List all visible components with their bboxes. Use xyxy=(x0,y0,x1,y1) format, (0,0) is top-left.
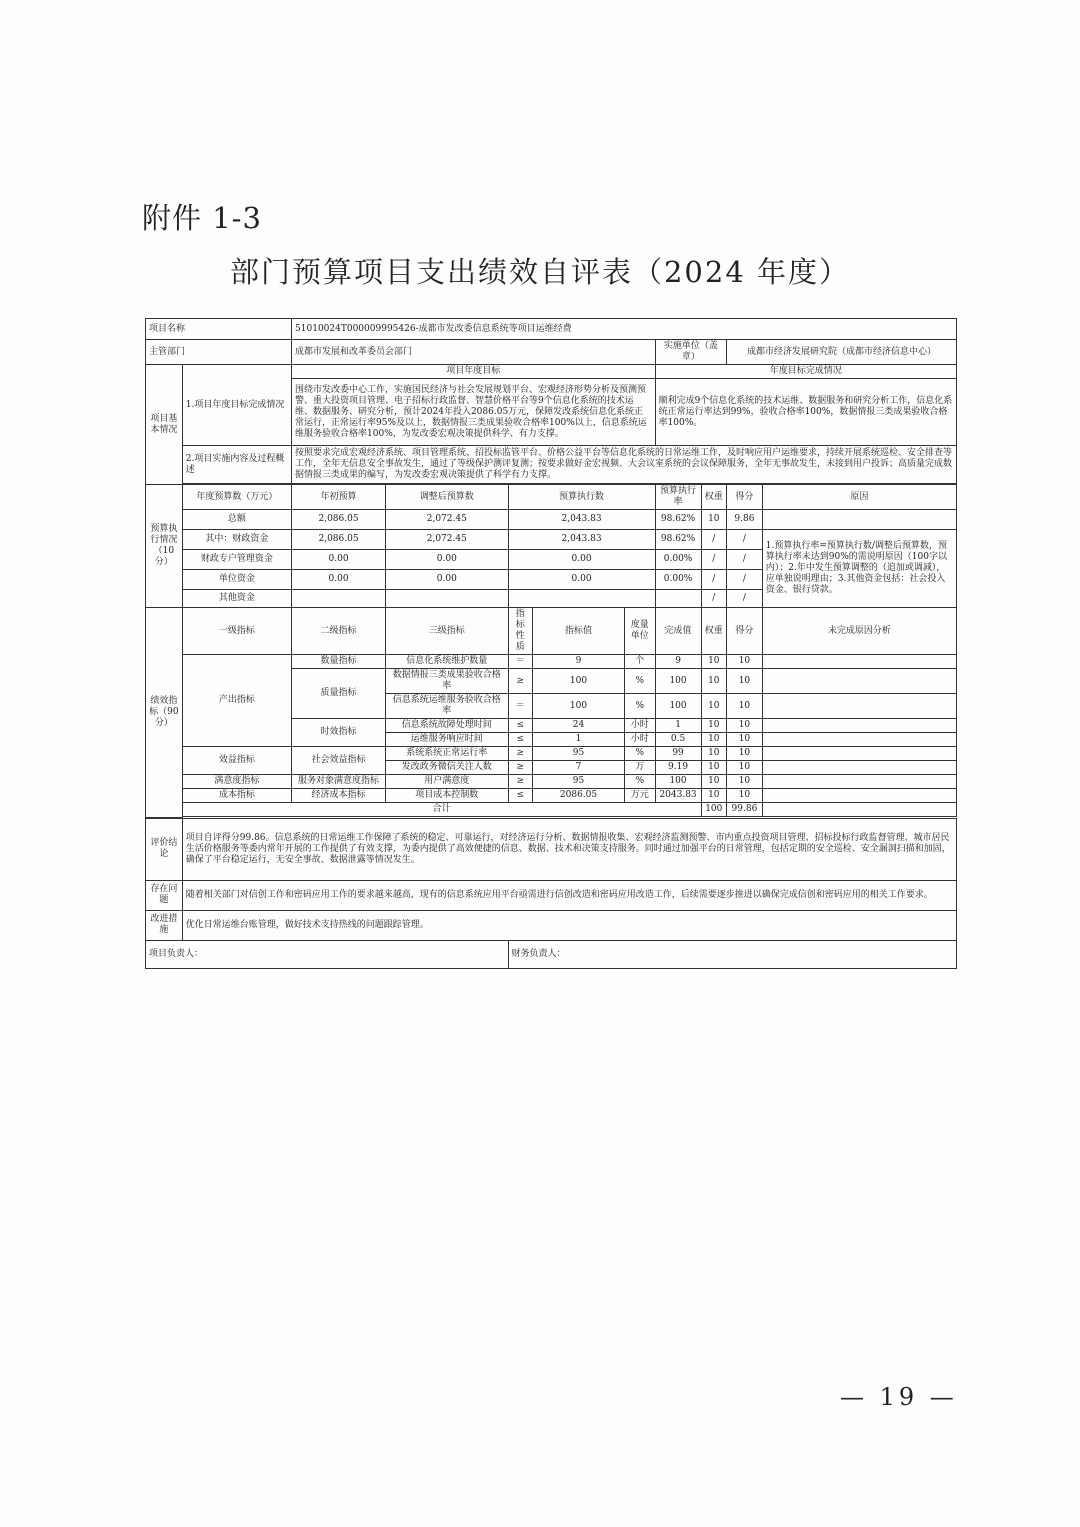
perf-value: 7 xyxy=(533,761,625,775)
perf-name: 项目成本控制数 xyxy=(386,789,509,803)
total-score: 99.86 xyxy=(727,803,763,817)
perf-unit: % xyxy=(624,694,655,719)
perf-nature: ≥ xyxy=(508,761,533,775)
perf-nature: ≥ xyxy=(508,747,533,761)
level2-quality: 质量指标 xyxy=(292,669,386,719)
perf-unit: % xyxy=(624,669,655,694)
perf-header: 二级指标 xyxy=(292,608,386,655)
perf-nature: ＝ xyxy=(508,655,533,669)
perf-nature: ≤ xyxy=(508,789,533,803)
perf-header: 一级指标 xyxy=(182,608,291,655)
budget-initial: 2,086.05 xyxy=(292,510,386,530)
level1-output: 产出指标 xyxy=(182,655,291,747)
perf-done: 100 xyxy=(655,694,701,719)
table-row xyxy=(146,485,957,510)
budget-score: 9.86 xyxy=(727,510,763,530)
perf-header: 指标性质 xyxy=(508,608,533,655)
perf-reason xyxy=(762,655,956,669)
table-row xyxy=(146,747,957,761)
budget-executed: 2,043.83 xyxy=(508,510,655,530)
level2-economic: 经济成本指标 xyxy=(292,789,386,803)
perf-name: 用户满意度 xyxy=(386,775,509,789)
project-name: 51010024T000009995426-成都市发改委信息系统等项目运维经费 xyxy=(292,319,957,340)
improve-label: 改进措施 xyxy=(146,910,183,940)
basic-row2-text: 按照要求完成宏观经济系统、项目管理系统、招投标监管平台、价格公益平台等信息化系统的日常运维工作，及时响应用户运维要求，持续开展系统巡检、安全排查等工作，全年无信息安全事故发生，通过了等级保护测评复测；按要求做好金宏视频、大会议室系统的会议保障服务，全年无事故发生，未接到用户投诉；高质量完成数据情报三类成果的编写，为发改委宏观决策提供了科学有力支撑。 xyxy=(292,446,957,484)
level1-satisfaction: 满意度指标 xyxy=(182,775,291,789)
attachment-label: 附件 1-3 xyxy=(142,201,262,235)
table-row xyxy=(146,818,957,880)
level1-benefit: 效益指标 xyxy=(182,747,291,775)
budget-executed: 2,043.83 xyxy=(508,530,655,550)
table-row xyxy=(146,775,957,789)
perf-score: 10 xyxy=(727,761,763,775)
total-label: 合计 xyxy=(182,803,701,817)
budget-reason-blank xyxy=(762,510,956,530)
perf-value: 95 xyxy=(533,775,625,789)
perf-name: 运维服务响应时间 xyxy=(386,733,509,747)
perf-name: 信息系统运维服务验收合格率 xyxy=(386,694,509,719)
project-lead: 项目负责人： xyxy=(146,940,509,968)
budget-header: 调整后预算数 xyxy=(386,485,509,510)
budget-header: 预算执行率 xyxy=(655,485,701,510)
perf-weight: 10 xyxy=(701,655,727,669)
dept-label: 主管部门 xyxy=(146,340,292,365)
budget-name: 其中：财政资金 xyxy=(182,530,291,550)
total-weight: 100 xyxy=(701,803,727,817)
perf-header: 权重 xyxy=(701,608,727,655)
completion-header: 年度目标完成情况 xyxy=(655,365,956,379)
budget-name: 财政专户管理资金 xyxy=(182,550,291,570)
budget-initial: 2,086.05 xyxy=(292,530,386,550)
table-row xyxy=(146,510,957,530)
budget-executed: 0.00 xyxy=(508,550,655,570)
performance-section-label: 绩效指标（90分） xyxy=(146,608,183,818)
budget-adjusted: 2,072.45 xyxy=(386,530,509,550)
table-row xyxy=(146,910,957,940)
table-row xyxy=(146,608,957,655)
level2-quantity: 数量指标 xyxy=(292,655,386,669)
perf-weight: 10 xyxy=(701,733,727,747)
dept-value: 成都市发展和改革委员会部门 xyxy=(292,340,656,365)
issues-text: 随着相关部门对信创工作和密码应用工作的要求越来越高，现有的信息系统应用平台亟需进行信创改造和密码应用改造工作，后续需要逐步推进以确保完成信创和密码应用的相关工作要求。 xyxy=(182,880,956,910)
perf-nature: ≥ xyxy=(508,669,533,694)
budget-name: 单位资金 xyxy=(182,570,291,590)
perf-score: 10 xyxy=(727,694,763,719)
budget-header: 原因 xyxy=(762,485,956,510)
budget-name: 其他资金 xyxy=(182,590,291,608)
perf-name: 信息系统故障处理时间 xyxy=(386,719,509,733)
budget-header: 权重 xyxy=(701,485,727,510)
level2-service: 服务对象满意度指标 xyxy=(292,775,386,789)
perf-header: 指标值 xyxy=(533,608,625,655)
finance-lead: 财务负责人： xyxy=(508,940,956,968)
table-row xyxy=(146,803,957,817)
table-row xyxy=(146,319,957,340)
basic-row1-label: 1.项目年度目标完成情况 xyxy=(182,365,291,446)
budget-initial: 0.00 xyxy=(292,550,386,570)
total-reason xyxy=(762,803,956,817)
evaluation-label: 评价结论 xyxy=(146,818,183,880)
perf-value: 100 xyxy=(533,669,625,694)
budget-section-label: 预算执行情况（10分） xyxy=(146,485,183,608)
level1-cost: 成本指标 xyxy=(182,789,291,803)
page-number: — 19 — xyxy=(840,1383,958,1411)
budget-executed: 0.00 xyxy=(508,570,655,590)
perf-reason xyxy=(762,694,956,719)
perf-score: 10 xyxy=(727,775,763,789)
perf-value: 1 xyxy=(533,733,625,747)
perf-unit: 个 xyxy=(624,655,655,669)
perf-weight: 10 xyxy=(701,789,727,803)
perf-unit: 小时 xyxy=(624,733,655,747)
perf-value: 100 xyxy=(533,694,625,719)
annual-goal-header: 项目年度目标 xyxy=(292,365,656,379)
perf-name: 发改政务微信关注人数 xyxy=(386,761,509,775)
annual-goal-text: 围绕市发改委中心工作，实施国民经济与社会发展规划平台、宏观经济形势分析及预测预警、重大投资项目管理、电子招标行政监督、智慧价格平台等9个信息化系统的技术运维、数据服务、研究分析，预计2024年投入2086.05万元，保障发改系统信息化系统正常运行，正常运行率95%及以上，数据情报三类成果验收合格率100%以上，信息系统运维服务验收合格率100%，为发改委宏观决策提供科学、有力支撑。 xyxy=(292,379,656,446)
budget-rate: 98.62% xyxy=(655,510,701,530)
perf-nature: ＝ xyxy=(508,694,533,719)
page-title: 部门预算项目支出绩效自评表（2024 年度） xyxy=(229,255,851,289)
perf-unit: 万元 xyxy=(624,789,655,803)
perf-done: 2043.83 xyxy=(655,789,701,803)
budget-executed xyxy=(508,590,655,608)
perf-unit: 万 xyxy=(624,761,655,775)
perf-reason xyxy=(762,747,956,761)
evaluation-text: 项目自评得分99.86。信息系统的日常运维工作保障了系统的稳定、可靠运行，对经济运行分析、数据情报收集、宏观经济监测预警、市内重点投资项目管理、招标投标行政监督管理、城市居民生活价格服务等委内常年开展的工作提供了有效支撑，为委内提供了高效便捷的信息、数据、技术和决策支持服务。同时通过加强平台的日常管理，包括定期的安全巡检、安全漏洞扫描和加固，确保了平台稳定运行，无安全事故、数据泄露等情况发生。 xyxy=(182,818,956,880)
table-row xyxy=(146,655,957,669)
level2-timeliness: 时效指标 xyxy=(292,719,386,747)
budget-weight: / xyxy=(701,530,727,550)
perf-unit: % xyxy=(624,775,655,789)
perf-name: 数据情报三类成果验收合格率 xyxy=(386,669,509,694)
budget-reason: 1.预算执行率=预算执行数/调整后预算数，预算执行率未达到90%的需说明原因（100字以内）；2.年中发生预算调整的（追加或调减），应单独说明理由；3.其他资金包括：社会投入资金、银行贷款。 xyxy=(762,530,956,608)
table-row xyxy=(146,446,957,484)
perf-done: 9.19 xyxy=(655,761,701,775)
budget-adjusted: 0.00 xyxy=(386,570,509,590)
perf-score: 10 xyxy=(727,747,763,761)
perf-reason xyxy=(762,789,956,803)
budget-weight: / xyxy=(701,570,727,590)
perf-weight: 10 xyxy=(701,775,727,789)
budget-name: 总额 xyxy=(182,510,291,530)
perf-weight: 10 xyxy=(701,719,727,733)
improve-text: 优化日常运维台账管理，做好技术支持热线的问题跟踪管理。 xyxy=(182,910,956,940)
perf-done: 99 xyxy=(655,747,701,761)
budget-weight: / xyxy=(701,550,727,570)
perf-done: 1 xyxy=(655,719,701,733)
budget-score: / xyxy=(727,530,763,550)
budget-rate: 0.00% xyxy=(655,570,701,590)
budget-initial xyxy=(292,590,386,608)
table-row xyxy=(146,340,957,365)
perf-reason xyxy=(762,733,956,747)
budget-adjusted xyxy=(386,590,509,608)
perf-name: 系统系统正常运行率 xyxy=(386,747,509,761)
perf-nature: ≤ xyxy=(508,733,533,747)
level2-social: 社会效益指标 xyxy=(292,747,386,775)
perf-header: 得分 xyxy=(727,608,763,655)
perf-header: 完成值 xyxy=(655,608,701,655)
perf-reason xyxy=(762,719,956,733)
budget-adjusted: 0.00 xyxy=(386,550,509,570)
perf-score: 10 xyxy=(727,669,763,694)
perf-score: 10 xyxy=(727,655,763,669)
perf-nature: ≤ xyxy=(508,719,533,733)
perf-value: 24 xyxy=(533,719,625,733)
budget-header: 得分 xyxy=(727,485,763,510)
budget-rate xyxy=(655,590,701,608)
completion-text: 顺利完成9个信息化系统的技术运维、数据服务和研究分析工作，信息化系统正常运行率达到99%，验收合格率100%，数据情报三类成果验收合格率100%。 xyxy=(655,379,956,446)
budget-weight: 10 xyxy=(701,510,727,530)
perf-done: 9 xyxy=(655,655,701,669)
budget-adjusted: 2,072.45 xyxy=(386,510,509,530)
perf-done: 100 xyxy=(655,775,701,789)
perf-done: 100 xyxy=(655,669,701,694)
table-row xyxy=(146,880,957,910)
table-row xyxy=(146,530,957,550)
budget-header: 年初预算 xyxy=(292,485,386,510)
impl-unit-value: 成都市经济发展研究院（成都市经济信息中心） xyxy=(727,340,957,365)
perf-unit: 小时 xyxy=(624,719,655,733)
perf-reason xyxy=(762,669,956,694)
budget-score: / xyxy=(727,550,763,570)
budget-weight: / xyxy=(701,590,727,608)
perf-weight: 10 xyxy=(701,761,727,775)
budget-rate: 0.00% xyxy=(655,550,701,570)
perf-reason xyxy=(762,775,956,789)
perf-weight: 10 xyxy=(701,747,727,761)
perf-weight: 10 xyxy=(701,669,727,694)
perf-score: 10 xyxy=(727,719,763,733)
perf-value: 9 xyxy=(533,655,625,669)
perf-score: 10 xyxy=(727,789,763,803)
budget-header: 年度预算数（万元） xyxy=(182,485,291,510)
perf-score: 10 xyxy=(727,733,763,747)
table-row xyxy=(146,365,957,379)
perf-done: 0.5 xyxy=(655,733,701,747)
budget-score: / xyxy=(727,570,763,590)
basic-section-label: 项目基本情况 xyxy=(146,365,183,485)
perf-header: 度量单位 xyxy=(624,608,655,655)
basic-row2-label: 2.项目实施内容及过程概述 xyxy=(182,446,291,484)
perf-header: 三级指标 xyxy=(386,608,509,655)
perf-unit: % xyxy=(624,747,655,761)
project-name-label: 项目名称 xyxy=(146,319,292,340)
impl-unit-label: 实施单位（盖章） xyxy=(655,340,726,365)
perf-value: 2086.05 xyxy=(533,789,625,803)
budget-header: 预算执行数 xyxy=(508,485,655,510)
perf-reason xyxy=(762,761,956,775)
self-evaluation-table xyxy=(145,318,957,969)
budget-rate: 98.62% xyxy=(655,530,701,550)
perf-name: 信息化系统维护数量 xyxy=(386,655,509,669)
perf-value: 95 xyxy=(533,747,625,761)
perf-weight: 10 xyxy=(701,694,727,719)
budget-initial: 0.00 xyxy=(292,570,386,590)
budget-score: / xyxy=(727,590,763,608)
perf-header: 未完成原因分析 xyxy=(762,608,956,655)
table-row xyxy=(146,940,957,968)
issues-label: 存在问题 xyxy=(146,880,183,910)
table-row xyxy=(146,789,957,803)
perf-nature: ≥ xyxy=(508,775,533,789)
